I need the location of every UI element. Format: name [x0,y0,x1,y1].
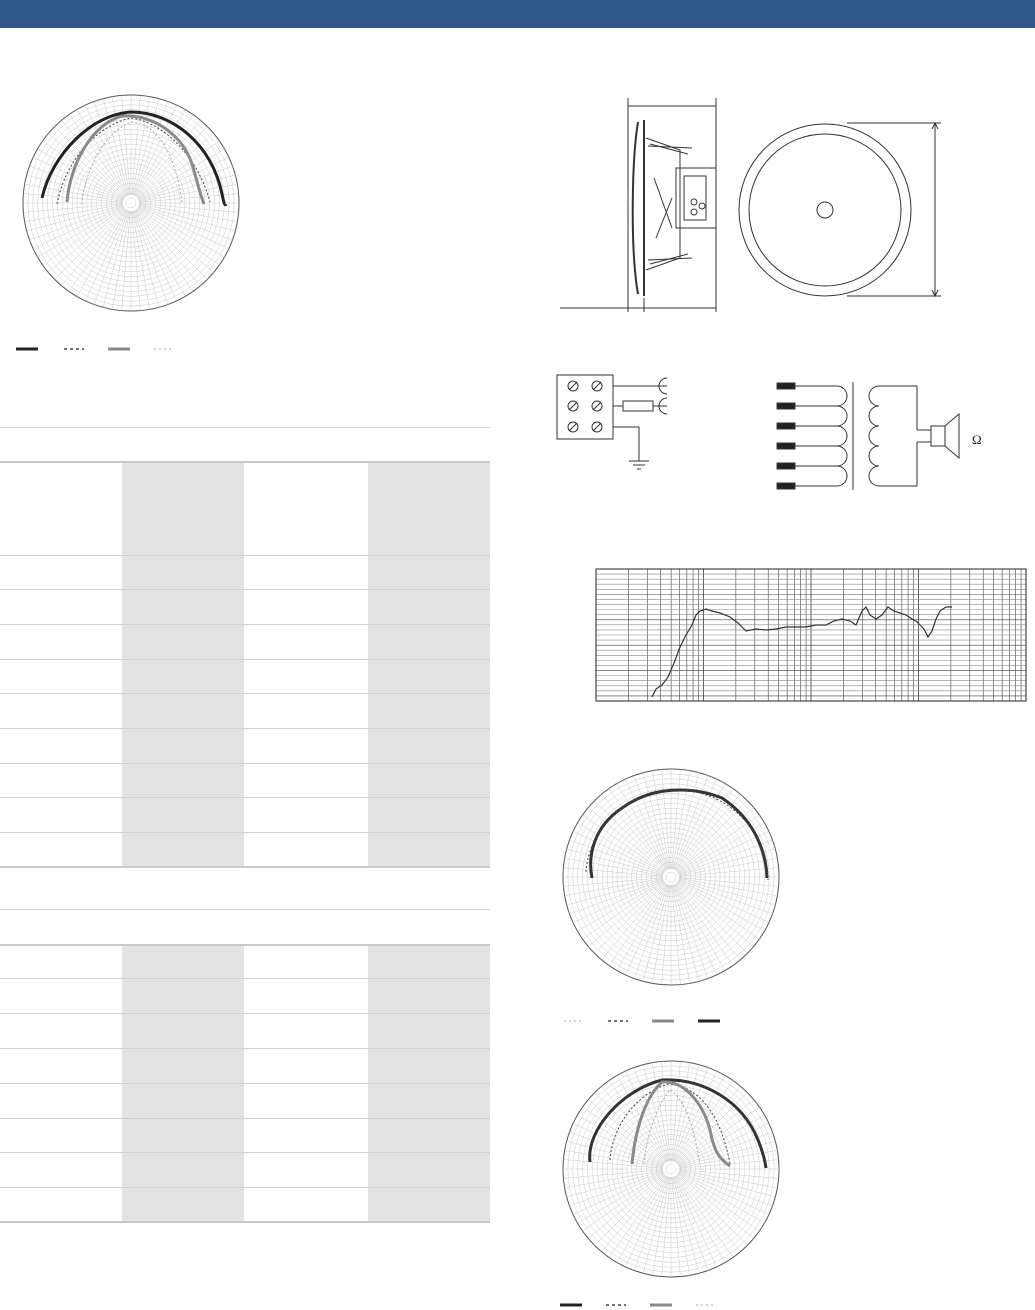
table1-row-line [0,659,490,660]
polar-grid-spoke [679,1171,776,1197]
polar-grid-spoke [139,205,236,231]
table2-top-rule [0,909,490,910]
polar-grid-spoke [617,884,667,971]
polar-grid-spoke [27,205,124,231]
table2-shade-col2 [122,946,244,1222]
table1-shade-col4 [368,463,490,866]
polar-grid-spoke [673,773,699,870]
table1-row-line [0,555,490,556]
polar-grid-spoke [77,210,127,297]
polar-grid-spoke [643,885,669,982]
polar-grid-spoke [577,1173,664,1223]
table2-row-line [0,1083,490,1084]
table2-shade-col4 [368,946,490,1222]
table1-row-line [0,728,490,729]
polar-plot-bottom-right [562,1060,780,1278]
polar-grid-spoke [673,885,699,982]
polar-grid-ring [666,872,676,882]
polar-grid-spoke [567,1171,664,1197]
table1-shade-col2 [122,463,244,866]
header-bar [0,0,1035,28]
table2-row-line [0,1187,490,1188]
polar-grid-spoke [135,210,185,297]
polar-grid-ring [126,198,136,208]
table2-row-line [0,1152,490,1153]
frequency-response-curve [652,607,952,697]
frequency-response-graph [590,567,1030,705]
polar-plot-top-left [22,94,240,312]
polar-grid-spoke [617,1176,667,1263]
table1-top-rule [0,427,490,428]
polar-grid-spoke [673,1177,699,1274]
table1-row-line [0,693,490,694]
polar-grid-spoke [675,1176,725,1263]
polar-grid-spoke [675,884,725,971]
polar-grid-spoke [103,211,129,308]
speaker-side-drawing [560,98,730,318]
polar-plot-svg [22,94,240,312]
table1-row-line [0,797,490,798]
polar-grid-spoke [567,849,664,875]
polar-grid-spoke [133,211,159,308]
polar-grid-spoke [678,1173,765,1223]
table2-row-line [0,1118,490,1119]
polar-grid-spoke [138,149,225,199]
table2-row-line [0,1013,490,1014]
table1-row-line [0,763,490,764]
polar-grid-ring [666,1164,676,1174]
table1-bottom-rule [0,866,490,868]
polar-grid-spoke [77,109,127,196]
polar-grid-spoke [577,881,664,931]
polar-grid-spoke [37,207,124,257]
polar-grid-spoke [567,879,664,905]
transformer-wiring-diagram [775,380,995,492]
polar-grid-spoke [678,881,765,931]
speaker-front-drawing [735,120,945,300]
polar-plot-mid-right [562,768,780,986]
polar-grid-spoke [138,207,225,257]
polar-grid-spoke [679,849,776,875]
ohm-symbol: Ω [972,432,982,447]
polar-grid-spoke [679,879,776,905]
polar-grid-spoke [643,773,669,870]
table2-bottom-rule [0,1221,490,1223]
table1-row-line [0,832,490,833]
table2-row-line [0,978,490,979]
polar-grid-spoke [135,109,185,196]
terminal-wiring-diagram [555,373,695,475]
polar-grid-spoke [567,1141,664,1167]
table1-row-line [0,624,490,625]
polar-grid-spoke [643,1177,669,1274]
table1-row-line [0,589,490,590]
table2-row-line [0,1048,490,1049]
